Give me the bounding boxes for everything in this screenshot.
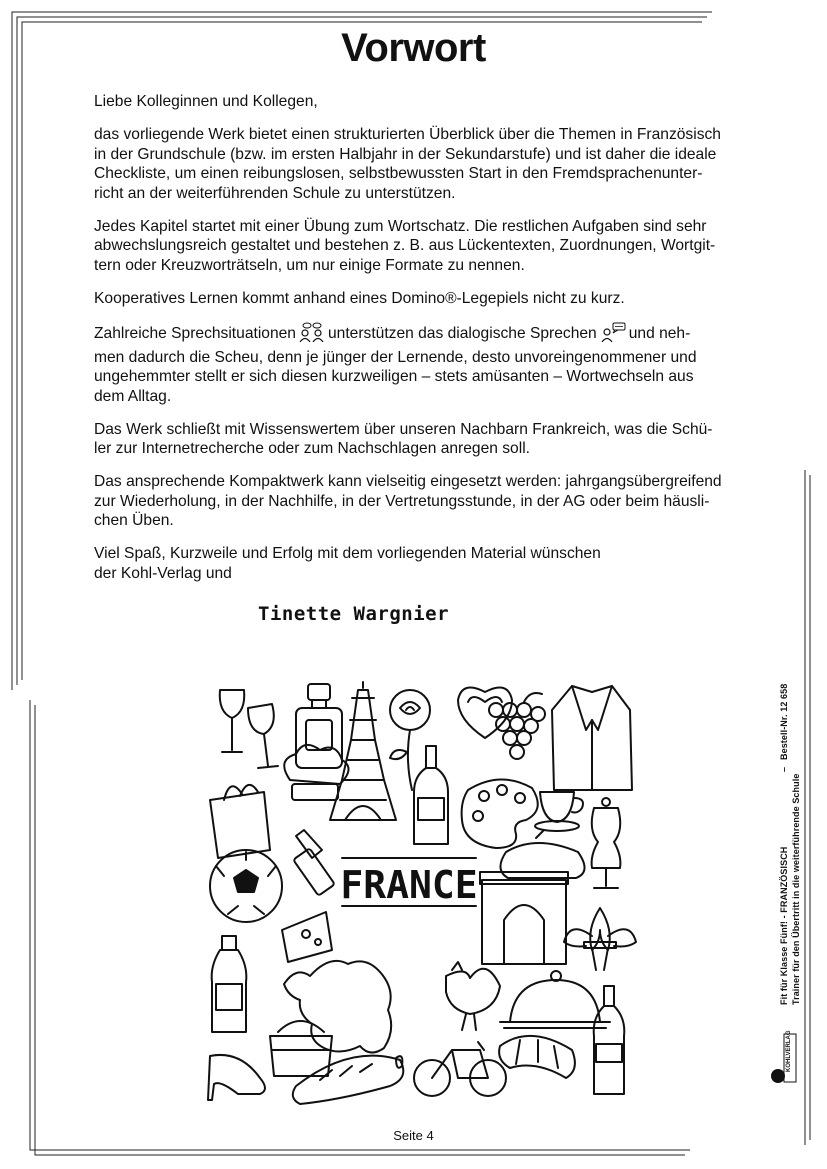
paragraph-cooperative: Kooperatives Lernen kommt anhand eines Domino®-Legepiels nicht zu kurz. bbox=[94, 289, 625, 307]
sidebar-subtitle: Trainer für den Übertritt in die weiterführende Schule bbox=[791, 773, 801, 1005]
bicycle-icon bbox=[414, 1042, 506, 1096]
paragraph-overview: das vorliegende Werk bietet einen strukturierten Überblick über die Themen in Französisch in der Grundschule (bzw. im ersten Halbjahr in der Sekundarstufe) und ist daher die ideale Checkliste, um einen reibungslosen, selbstbewussten Start in den Fremdsprachenunter- richt an der weiterführenden Schule zu unterstützen. bbox=[94, 125, 721, 202]
paragraph-greeting: Liebe Kolleginnen und Kollegen, bbox=[94, 93, 318, 110]
beret-icon bbox=[500, 830, 584, 878]
high-heel-shoe-icon bbox=[208, 1055, 265, 1100]
person-speaking-icon bbox=[599, 322, 627, 348]
sidebar-separator: – bbox=[779, 766, 789, 772]
jacket-icon bbox=[552, 686, 632, 790]
rose-icon bbox=[390, 690, 430, 790]
speaking-text-a: Zahlreiche Sprechsituationen bbox=[94, 324, 296, 342]
speaking-text-c: und neh- men dadurch die Scheu, denn je jünger der Lernende, desto unvoreingenommener und ungehemmter stellt er sich diesen kurzweiligen – stets amüsanten – Wortwechseln aus dem Alltag. bbox=[94, 324, 697, 405]
publisher-logo-text: KOHLVERLAG bbox=[786, 1030, 792, 1072]
soccer-ball-icon bbox=[210, 850, 282, 922]
chef-hat-icon bbox=[284, 745, 348, 800]
page-number: Seite 4 bbox=[393, 1128, 434, 1143]
wine-glasses-icon bbox=[220, 690, 278, 768]
cheese-icon bbox=[282, 912, 332, 962]
dress-mannequin-icon bbox=[592, 798, 621, 888]
paint-palette-icon bbox=[462, 779, 538, 848]
serving-cloche-icon bbox=[500, 971, 610, 1028]
sidebar-order-number: Bestell-Nr. 12 658 bbox=[779, 683, 789, 760]
coffee-cup-icon bbox=[535, 792, 583, 831]
paragraph-closing: Viel Spaß, Kurzweile und Erfolg mit dem vorliegenden Material wünschen der Kohl-Verlag und bbox=[94, 545, 601, 583]
author-signature: Tinette Wargnier bbox=[258, 603, 450, 625]
france-map-icon bbox=[284, 961, 402, 1068]
paragraph-knowledge: Das Werk schließt mit Wissenswertem über unseren Nachbarn Frankreich, was die Schü- ler zur Internetrecherche oder zum Nachschlagen anregen soll. bbox=[94, 420, 713, 458]
france-collage-illustration bbox=[200, 680, 640, 1110]
paragraph-usage: Das ansprechende Kompaktwerk kann vielseitig eingesetzt werden: jahrgangsübergreifend zur Wiederholung, in der Nachhilfe, in der Vertretungsstunde, in der AG oder beim häusli- chen Üben. bbox=[94, 473, 722, 530]
arc-de-triomphe-icon bbox=[480, 872, 568, 964]
champagne-bottle-icon bbox=[594, 986, 625, 1094]
perfume-bottle-icon bbox=[296, 684, 342, 768]
page-title: Vorwort bbox=[341, 26, 486, 70]
publisher-logo-icon bbox=[768, 1028, 798, 1088]
baguette-icon bbox=[293, 1056, 404, 1104]
liquor-bottle-icon bbox=[212, 936, 247, 1032]
speaking-text-b: unterstützen das dialogische Sprechen bbox=[327, 324, 597, 342]
wine-bottle-icon bbox=[414, 746, 448, 844]
collage-title: FRANCE bbox=[340, 863, 478, 907]
grapes-icon bbox=[489, 693, 545, 759]
paragraph-chapters: Jedes Kapitel startet mit einer Übung zum Wortschatz. Die restlichen Aufgaben sind sehr abwechslungsreich gestaltet und bestehen z. B. aus Lückentexten, Zuordnungen, Wortgit- tern oder Kreuzworträtseln, um nur einige Formate zu nennen. bbox=[94, 217, 716, 274]
preface-text bbox=[94, 92, 744, 597]
croissant-icon bbox=[499, 1036, 575, 1078]
paragraph-speaking bbox=[94, 322, 744, 406]
sidebar-series-title: Fit für Klasse Fünf! - FRANZÖSISCH bbox=[779, 846, 789, 1005]
shopping-bag-icon bbox=[210, 785, 270, 858]
lipstick-icon bbox=[293, 830, 335, 896]
eiffel-tower-icon bbox=[330, 682, 396, 820]
fleur-de-lis-icon bbox=[564, 908, 636, 970]
rooster-icon bbox=[446, 962, 500, 1030]
two-people-dialogue-icon bbox=[298, 322, 326, 348]
